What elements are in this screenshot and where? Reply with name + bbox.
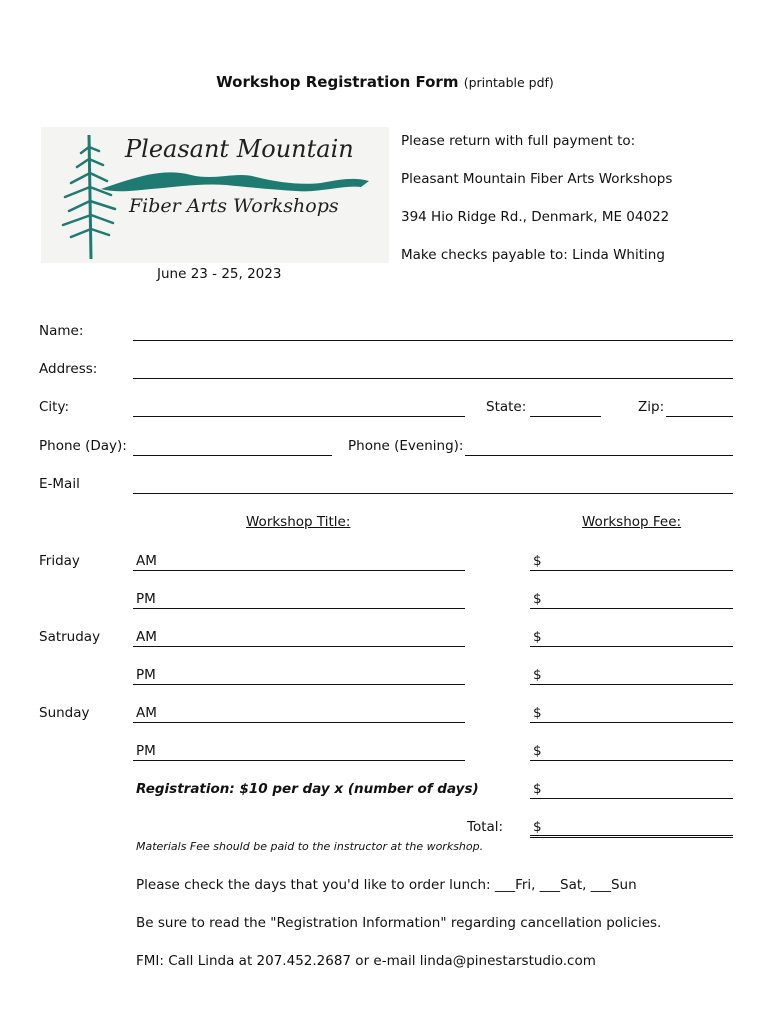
- saturday-am-fee-field[interactable]: [530, 646, 733, 647]
- address-label: Address:: [39, 361, 98, 377]
- saturday-pm-currency: $: [533, 667, 542, 683]
- policy-note: Be sure to read the "Registration Information" regarding cancellation policies.: [136, 915, 662, 931]
- zip-field[interactable]: [666, 416, 733, 417]
- name-field[interactable]: [133, 340, 733, 341]
- logo-line2: Fiber Arts Workshops: [129, 195, 339, 217]
- friday-am-fee-field[interactable]: [530, 570, 733, 571]
- total-label: Total:: [467, 819, 504, 835]
- total-field[interactable]: [530, 835, 733, 838]
- phone-day-label: Phone (Day):: [39, 438, 127, 454]
- form-title: [0, 73, 770, 91]
- day-label-friday: Friday: [39, 553, 80, 569]
- friday-am-currency: $: [533, 553, 542, 569]
- logo-graphic: [41, 127, 389, 263]
- event-dates: June 23 - 25, 2023: [157, 266, 282, 282]
- sunday-pm-title-field[interactable]: [133, 760, 465, 761]
- day-label-saturday: Satruday: [39, 629, 101, 645]
- sunday-am-fee-field[interactable]: [530, 722, 733, 723]
- return-line-4: Make checks payable to: Linda Whiting: [401, 247, 665, 263]
- saturday-am-currency: $: [533, 629, 542, 645]
- friday-am-label: AM: [136, 553, 157, 569]
- materials-note: Materials Fee should be paid to the instructor at the workshop.: [136, 840, 484, 853]
- saturday-pm-fee-field[interactable]: [530, 684, 733, 685]
- return-line-1: Please return with full payment to:: [401, 133, 636, 149]
- state-field[interactable]: [530, 416, 601, 417]
- saturday-am-label: AM: [136, 629, 157, 645]
- saturday-pm-label: PM: [136, 667, 156, 683]
- phone-evening-field[interactable]: [465, 455, 733, 456]
- return-line-2: Pleasant Mountain Fiber Arts Workshops: [401, 171, 673, 187]
- form-title-text: Workshop Registration Form: [216, 73, 459, 91]
- saturday-am-title-field[interactable]: [133, 646, 465, 647]
- friday-pm-fee-field[interactable]: [530, 608, 733, 609]
- city-label: City:: [39, 399, 70, 415]
- friday-am-title-field[interactable]: [133, 570, 465, 571]
- sunday-am-title-field[interactable]: [133, 722, 465, 723]
- sunday-pm-fee-field[interactable]: [530, 760, 733, 761]
- friday-pm-label: PM: [136, 591, 156, 607]
- registration-fee-field[interactable]: [530, 798, 733, 799]
- workshop-fee-header: Workshop Fee:: [582, 514, 682, 530]
- zip-label: Zip:: [638, 399, 665, 415]
- city-field[interactable]: [133, 416, 465, 417]
- logo: [41, 127, 389, 263]
- address-field[interactable]: [133, 378, 733, 379]
- workshop-title-header: Workshop Title:: [246, 514, 351, 530]
- sunday-am-label: AM: [136, 705, 157, 721]
- contact-info: FMI: Call Linda at 207.452.2687 or e-mail linda@pinestarstudio.com: [136, 953, 596, 969]
- sunday-pm-label: PM: [136, 743, 156, 759]
- registration-label: Registration: $10 per day x (number of days): [136, 781, 479, 797]
- logo-line1: Pleasant Mountain: [125, 135, 354, 163]
- sunday-am-currency: $: [533, 705, 542, 721]
- lunch-instructions: Please check the days that you'd like to order lunch: ___Fri, ___Sat, ___Sun: [136, 877, 637, 893]
- return-line-3: 394 Hio Ridge Rd., Denmark, ME 04022: [401, 209, 670, 225]
- email-label: E-Mail: [39, 476, 80, 492]
- phone-day-field[interactable]: [133, 455, 332, 456]
- friday-pm-currency: $: [533, 591, 542, 607]
- phone-evening-label: Phone (Evening):: [348, 438, 464, 454]
- name-label: Name:: [39, 323, 84, 339]
- saturday-pm-title-field[interactable]: [133, 684, 465, 685]
- sunday-pm-currency: $: [533, 743, 542, 759]
- friday-pm-title-field[interactable]: [133, 608, 465, 609]
- state-label: State:: [486, 399, 527, 415]
- total-currency: $: [533, 819, 542, 835]
- form-subtitle: (printable pdf): [463, 75, 554, 90]
- day-label-sunday: Sunday: [39, 705, 90, 721]
- email-field[interactable]: [133, 493, 733, 494]
- registration-currency: $: [533, 781, 542, 797]
